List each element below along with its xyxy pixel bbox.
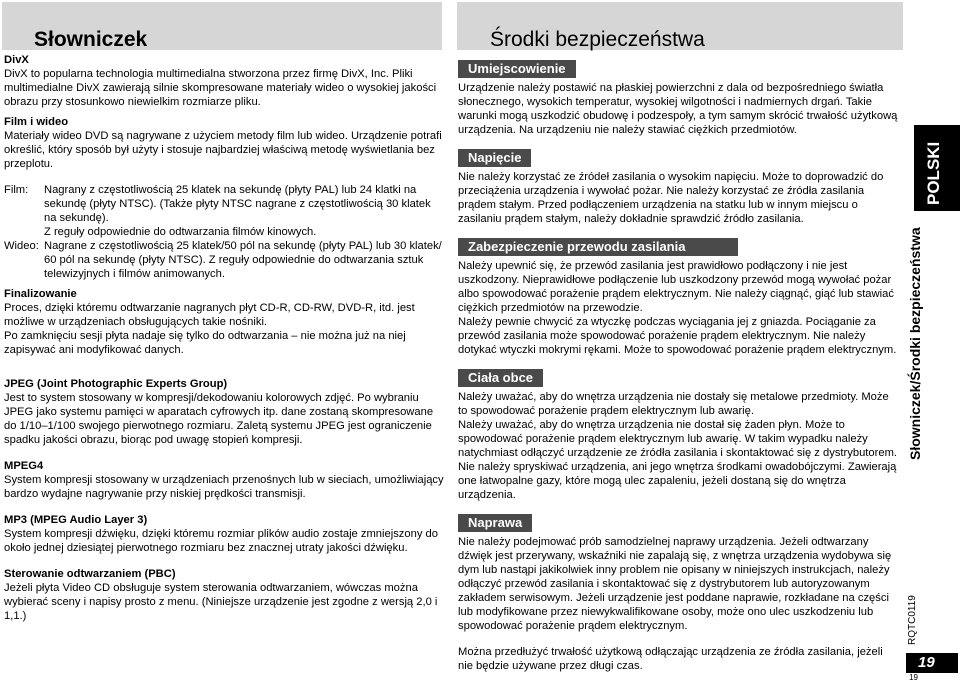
film-desc-note: Z reguły odpowiednie do odtwarzania filmów kinowych. — [44, 226, 317, 238]
page-number: 19 — [918, 654, 935, 671]
service-text-2: Można przedłużyć trwałość użytkową odłączając urządzenia ze źródła zasilania, jeżeli nie będzie używane przez długi czas. — [458, 646, 883, 672]
film-definition-note — [4, 225, 444, 239]
mpeg4-term: MPEG4 — [4, 460, 44, 472]
divx-term: DivX — [4, 54, 29, 66]
film-video-term: Film i wideo — [4, 116, 69, 128]
section-side-label: Słowniczek/Środki bezpieczeństwa — [907, 227, 923, 460]
document-code: RQTC0119 — [907, 595, 918, 645]
section-header-foreign-matter: Ciała obce — [458, 369, 543, 387]
safety-column — [458, 60, 900, 673]
mp3-term: MP3 (MPEG Audio Layer 3) — [4, 514, 148, 526]
finalize-text-1: Proces, dzięki któremu odtwarzanie nagranych płyt CD-R, CD-RW, DVD-R, itd. jest możliwe w urządzeniach obsługujących takie nośniki. — [4, 302, 415, 328]
power-cord-text-1: Należy upewnić się, że przewód zasilania jest prawidłowo podłączony i nie jest uszkodzony. Nieprawidłowe podłączenie lub uszkodzony przewód mogą wywołać pożar albo spowodować porażenie prądem elektrycznym. Nie należy ciągnąć, giąć lub stawiać ciężkich przedmiotów na przewodzie. — [458, 260, 894, 314]
page-number-small: 19 — [909, 673, 918, 682]
section-header-power-cord: Zabezpieczenie przewodu zasilania — [458, 238, 738, 256]
film-definition — [4, 183, 444, 225]
film-label: Film: — [4, 184, 29, 196]
jpeg-term: JPEG (Joint Photographic Experts Group) — [4, 378, 228, 390]
film-video-text: Materiały wideo DVD są nagrywane z użyciem metody film lub wideo. Urządzenie potrafi określić, który sposób był użyty i stosuje najbardziej właściwą metodę wyświetlania bez przeplotu. — [4, 130, 442, 170]
finalize-text-2: Po zamknięciu sesji płyta nadaje się tylko do odtwarzania – nie można już na niej zapisywać ani modyfikować danych. — [4, 330, 406, 356]
video-definition — [4, 239, 444, 281]
location-text: Urządzenie należy postawić na płaskiej powierzchni z dala od bezpośredniego światła słonecznego, wysokich temperatur, wysokiej wilgotności i nadmiernych drgań. Takie warunki mogą uszkodzić obudowę i podzespoły, a tym samym skrócić trwałość użytkową urządzenia. Na urządzeniu nie należy stawiać ciężkich przedmiotów. — [458, 82, 898, 136]
language-tab-label: POLSKI — [924, 141, 943, 205]
service-text-1: Nie należy podejmować prób samodzielnej naprawy urządzenia. Jeżeli odtwarzany dźwięk jest przerywany, wskaźniki nie zapalają się, z wnętrza urządzenia wydobywa się dym lub nastąpi jakikolwiek inny problem nie opisany w niniejszych instrukcjach, należy odłączyć przewód zasilania i skontaktować się z dystrybutorem lub autoryzowanym zakładem serwisowym. Jeżeli urządzenie jest poddane naprawie, rozkładane na części lub modyfikowane przez niewykwalifikowane osoby, może ono ulec uszkodzeniu lub spowodować porażenie prądem elektrycznym. — [458, 536, 892, 632]
video-desc: Nagrane z częstotliwością 25 klatek/50 pól na sekundę (płyty PAL) lub 30 klatek/ 60 pól na sekundę (płyty NTSC). Z reguły odpowiednie do odtwarzania sztuk telewizyjnych i filmów animowanych. — [44, 240, 442, 280]
foreign-matter-text-2: Należy uważać, aby do wnętrza urządzenia nie dostał się żaden płyn. Może to spowodować porażenie prądem elektrycznym lub awarię. W takim wypadku należy natychmiast odłączyć urządzenie ze źródła zasilania i skontaktować się z dystrybutorem. Nie należy spryskiwać urządzenia, ani jego wnętrza środkami owadobójczymi. Zawierają one łatwopalne gazy, które mogą ulec zapaleniu, jeżeli dostaną się do wnętrza urządzenia. — [458, 419, 897, 501]
jpeg-text: Jest to system stosowany w kompresji/dekodowaniu kolorowych zdjęć. Po wybraniu JPEG jako systemu pamięci w aparatach cyfrowych itp. dane zostaną skompresowane do 1/10–1/100 swojego pierwotnego rozmiaru. Zaletą systemu JPEG jest ograniczenie spadku jakości obrazu, biorąc pod uwagę stopień kompresji. — [4, 392, 434, 446]
pbc-term: Sterowanie odtwarzaniem (PBC) — [4, 568, 176, 580]
section-header-location: Umiejscowienie — [458, 60, 576, 78]
film-video-definitions — [4, 183, 444, 281]
mp3-text: System kompresji dźwięku, dzięki któremu rozmiar plików audio zostaje zmniejszony do około jednej dziesiątej pierwotnego rozmiaru bez znacznej utraty jakości dźwięku. — [4, 528, 438, 554]
section-header-voltage: Napięcie — [458, 149, 531, 167]
language-tab — [914, 125, 960, 211]
finalize-term: Finalizowanie — [4, 288, 77, 300]
voltage-text: Nie należy korzystać ze źródeł zasilania o wysokim napięciu. Może to doprowadzić do przeciążenia urządzenia i wywołać pożar. Nie należy korzystać ze źródła zasilania prądem stałym. Przed podłączeniem urządzenia na statku lub w innym miejscu o zasilaniu prądem stałym, należy dokładnie sprawdzić źródło zasilania. — [458, 171, 884, 225]
pbc-text: Jeżeli płyta Video CD obsługuje system sterowania odtwarzaniem, wówczas można wybierać sceny i napisy prosto z menu. (Niniejsze urządzenie jest zgodne z wersją 2,0 i 1,1.) — [4, 582, 438, 622]
video-label: Wideo: — [4, 240, 39, 252]
left-title: Słowniczek — [34, 28, 148, 51]
power-cord-text-2: Należy pewnie chwycić za wtyczkę podczas wyciągania jej z gniazda. Pociąganie za przewód zasilania może spowodować porażenie prądem elektrycznym. Nie należy dotykać wtyczki mokrymi rękami. Może to spowodować porażenie prądem elektrycznym. — [458, 316, 897, 356]
film-desc: Nagrany z częstotliwością 25 klatek na sekundę (płyty PAL) lub 24 klatki na sekundę (płyty NTSC). (Także płyty NTSC nagrane z częstotliwością 30 klatek na sekundę). — [44, 184, 431, 224]
mpeg4-text: System kompresji stosowany w urządzeniach przenośnych lub w sieciach, umożliwiający bardzo wydajne nagrywanie przy niskiej prędkości transmisji. — [4, 474, 444, 500]
right-title: Środki bezpieczeństwa — [490, 28, 705, 51]
divx-text: DivX to popularna technologia multimedialna stworzona przez firmę DivX, Inc. Pliki multimedialne DivX zawierają silnie skompresowane materiały wideo o wysokiej jakości obrazu przy stosunkowo niewielkim rozmiarze pliku. — [4, 68, 437, 108]
section-header-service: Naprawa — [458, 514, 532, 532]
glossary-column — [4, 53, 444, 623]
foreign-matter-text-1: Należy uważać, aby do wnętrza urządzenia nie dostały się metalowe przedmioty. Może to spowodować porażenie prądem elektrycznym lub awarię. — [458, 391, 889, 417]
